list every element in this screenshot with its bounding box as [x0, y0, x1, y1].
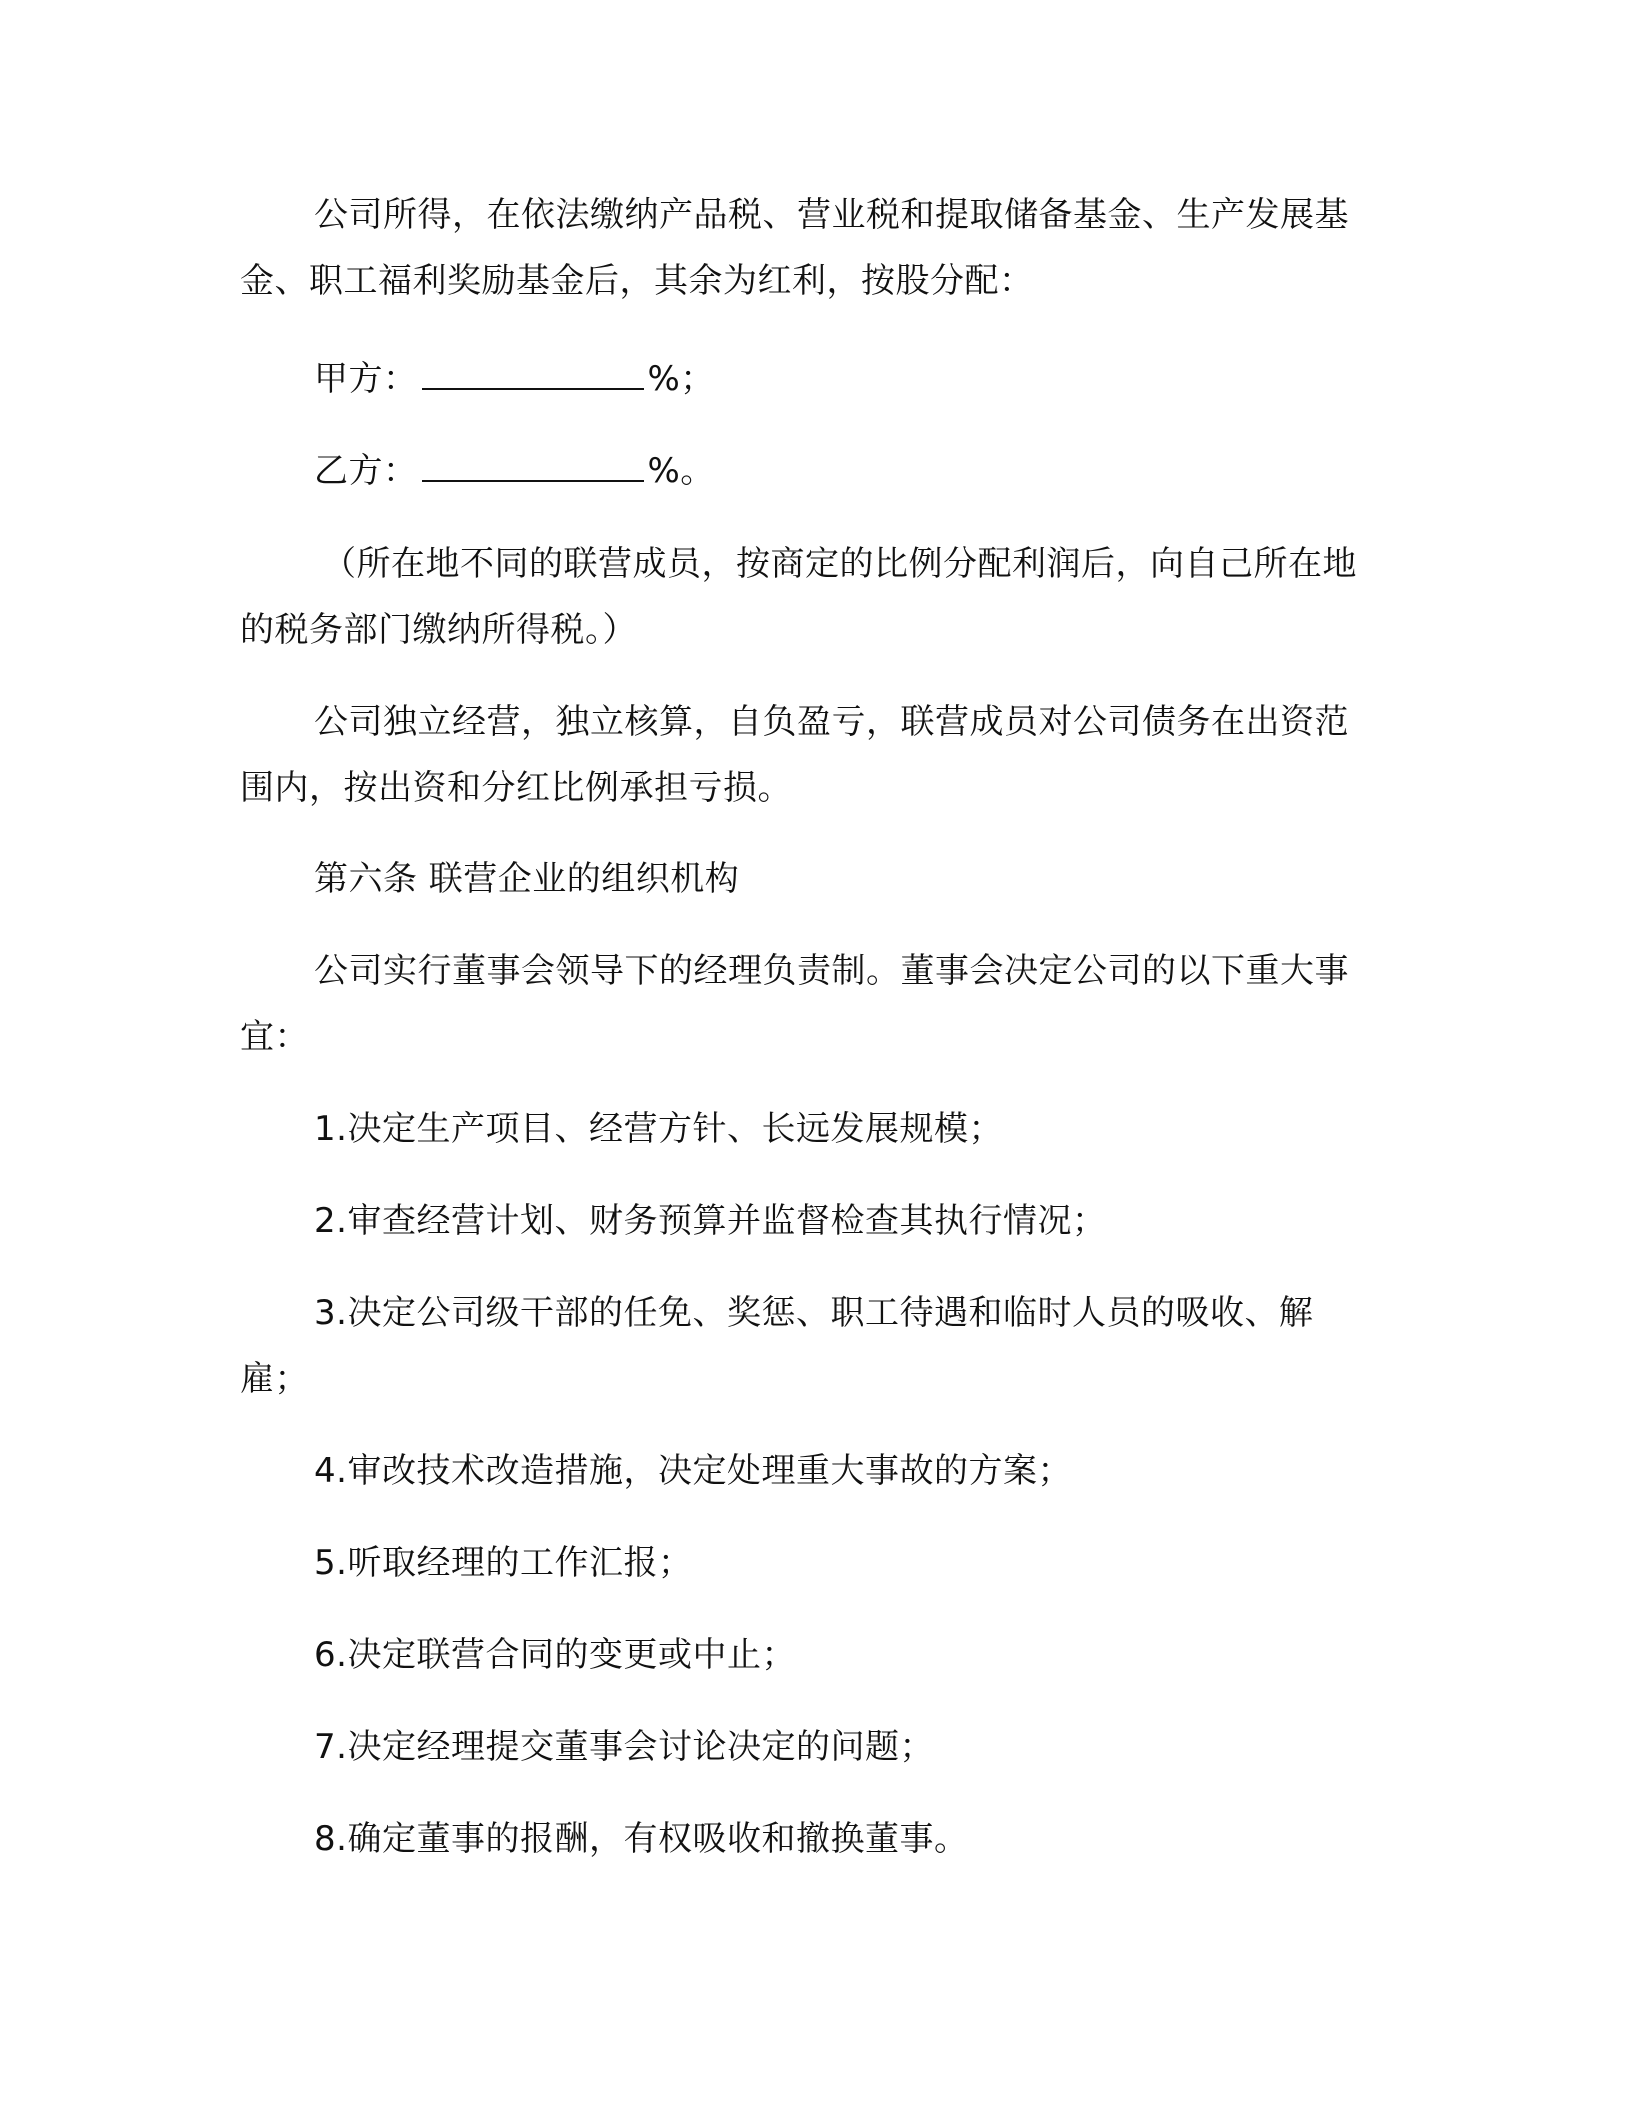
party-b-suffix: %。 — [647, 451, 715, 491]
paragraph-independent-operation: 公司独立经营，独立核算，自负盈亏，联营成员对公司债务在出资范围内，按出资和分红比例承担亏损。 — [240, 702, 1349, 808]
party-b-blank[interactable] — [422, 450, 644, 482]
share-line-party-a — [314, 346, 715, 412]
list-item: 8.确定董事的报酬，有权吸收和撤换董事。 — [314, 1819, 969, 1859]
list-item: 6.决定联营合同的变更或中止； — [314, 1635, 796, 1675]
list-item: 7.决定经理提交董事会讨论决定的问题； — [314, 1727, 934, 1767]
list-item: 3.决定公司级干部的任免、奖惩、职工待遇和临时人员的吸收、解雇； — [240, 1293, 1314, 1399]
list-item: 2.审查经营计划、财务预算并监督检查其执行情况； — [314, 1201, 1107, 1241]
list-item: 5.听取经理的工作汇报； — [314, 1543, 693, 1583]
list-item: 4.审改技术改造措施，决定处理重大事故的方案； — [314, 1451, 1072, 1491]
article-six-heading: 第六条 联营企业的组织机构 — [314, 859, 740, 899]
paragraph-tax-note: （所在地不同的联营成员，按商定的比例分配利润后，向自己所在地的税务部门缴纳所得税。） — [240, 544, 1357, 650]
party-b-label: 乙方： — [314, 451, 418, 491]
list-item: 1.决定生产项目、经营方针、长远发展规模； — [314, 1109, 1003, 1149]
paragraph-profit-distribution: 公司所得，在依法缴纳产品税、营业税和提取储备基金、生产发展基金、职工福利奖励基金后，其余为红利，按股分配： — [240, 195, 1349, 301]
paragraph-board-responsibility: 公司实行董事会领导下的经理负责制。董事会决定公司的以下重大事宜： — [240, 951, 1349, 1057]
share-line-party-b — [314, 438, 715, 504]
party-a-label: 甲方： — [314, 359, 418, 399]
party-a-suffix: %； — [647, 359, 715, 399]
party-a-blank[interactable] — [422, 358, 644, 390]
